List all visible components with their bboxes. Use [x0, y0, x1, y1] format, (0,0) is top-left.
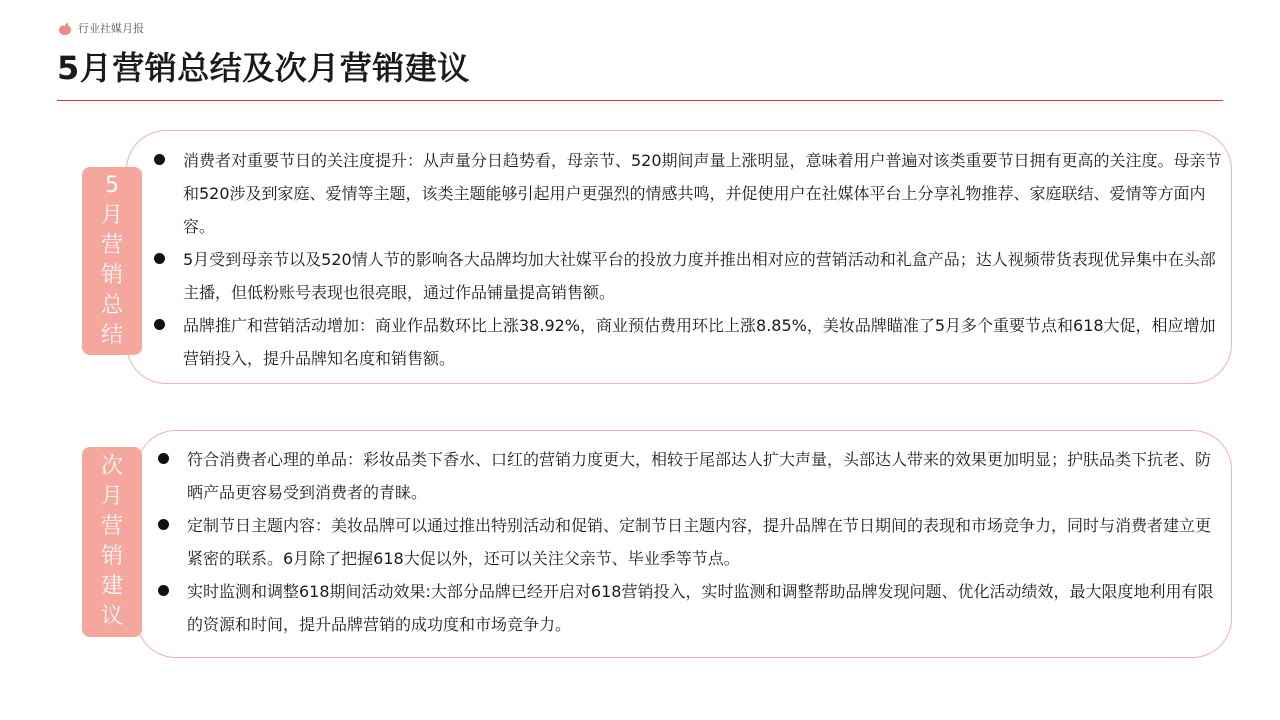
report-series-label: 行业社媒月报: [78, 22, 144, 35]
peach-logo-icon: [57, 22, 73, 36]
section-label-char: 5: [105, 173, 119, 198]
list-item: [156, 575, 1216, 641]
bullet-text: 定制节日主题内容：美妆品牌可以通过推出特别活动和促销、定制节日主题内容，提升品牌在节日期间的表现和市场竞争力，同时与消费者建立更紧密的联系。6月除了把握618大促以外，还可以关注父亲节、毕业季等节点。: [187, 516, 1212, 568]
suggestion-bullet-list: [156, 443, 1216, 641]
summary-section-label: [82, 167, 142, 355]
list-item: [156, 509, 1216, 575]
section-label-char: 销: [101, 263, 124, 288]
bullet-dot-icon: [158, 519, 169, 530]
bullet-dot-icon: [154, 319, 165, 330]
bullet-text: 实时监测和调整618期间活动效果:大部分品牌已经开启对618营销投入，实时监测和调整帮助品牌发现问题、优化活动绩效，最大限度地利用有限的资源和时间，提升品牌营销的成功度和市场竞争力。: [187, 582, 1214, 634]
title-divider: [57, 100, 1223, 101]
section-label-char: 销: [101, 544, 124, 569]
section-label-char: 议: [101, 604, 124, 629]
section-label-char: 营: [101, 233, 124, 258]
page-title: 5月营销总结及次月营销建议: [57, 49, 470, 87]
section-label-char: 月: [101, 203, 124, 228]
bullet-dot-icon: [154, 154, 165, 165]
bullet-text: 消费者对重要节日的关注度提升：从声量分日趋势看，母亲节、520期间声量上涨明显，意味着用户普遍对该类重要节日拥有更高的关注度。母亲节和520涉及到家庭、爱情等主题，该类主题能够引起用户更强烈的情感共鸣，并促使用户在社媒体平台上分享礼物推荐、家庭联结、爱情等方面内容。: [183, 151, 1222, 236]
bullet-text: 品牌推广和营销活动增加：商业作品数环比上涨38.92%，商业预估费用环比上涨8.85%，美妆品牌瞄准了5月多个重要节点和618大促，相应增加营销投入，提升品牌知名度和销售额。: [183, 316, 1216, 368]
summary-bullet-list: [152, 144, 1222, 375]
bullet-dot-icon: [158, 453, 169, 464]
section-label-char: 月: [101, 484, 124, 509]
section-label-char: 结: [101, 323, 124, 348]
bullet-text: 5月受到母亲节以及520情人节的影响各大品牌均加大社媒平台的投放力度并推出相对应的营销活动和礼盒产品；达人视频带货表现优异集中在头部主播，但低粉账号表现也很亮眼，通过作品铺量提高销售额。: [183, 250, 1216, 302]
list-item: [152, 144, 1222, 243]
bullet-dot-icon: [154, 253, 165, 264]
suggestion-section-label: [82, 447, 142, 637]
section-label-char: 建: [101, 574, 124, 599]
list-item: [152, 309, 1222, 375]
section-label-char: 营: [101, 514, 124, 539]
list-item: [152, 243, 1222, 309]
bullet-text: 符合消费者心理的单品：彩妆品类下香水、口红的营销力度更大，相较于尾部达人扩大声量，头部达人带来的效果更加明显；护肤品类下抗老、防晒产品更容易受到消费者的青睐。: [187, 450, 1212, 502]
section-label-char: 次: [101, 454, 124, 479]
list-item: [156, 443, 1216, 509]
bullet-dot-icon: [158, 585, 169, 596]
section-label-char: 总: [101, 293, 124, 318]
